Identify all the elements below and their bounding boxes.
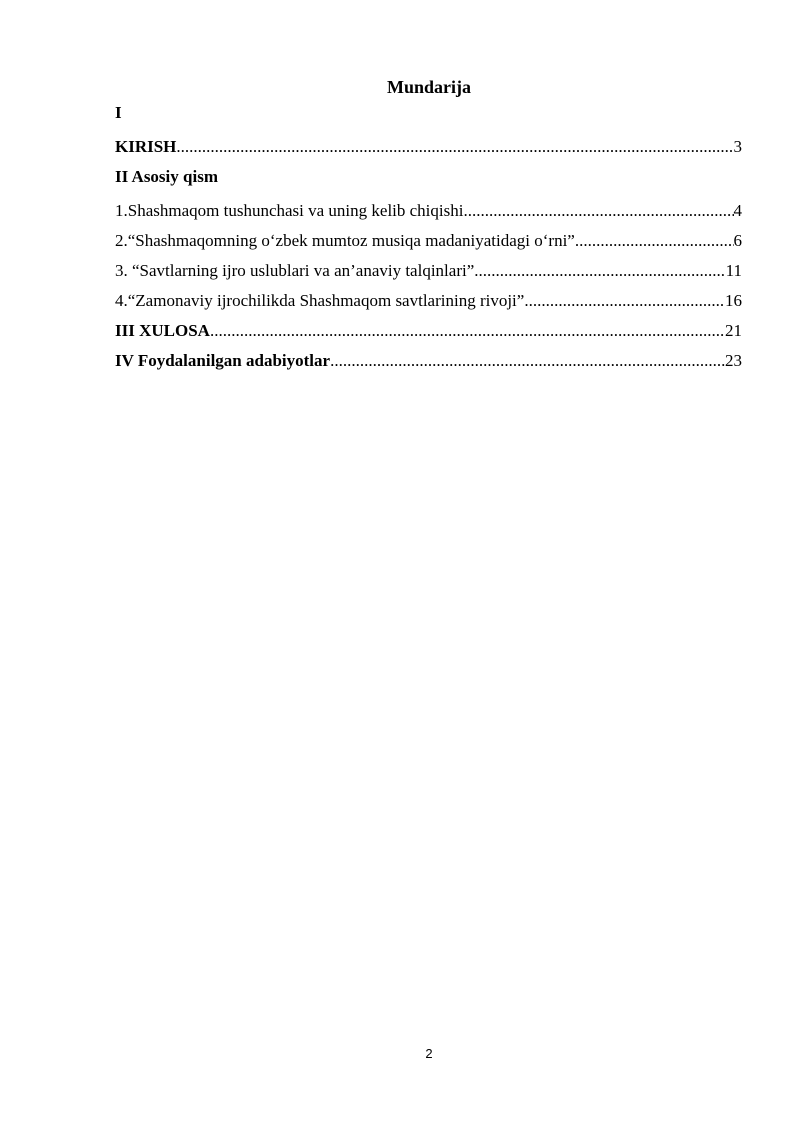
section-i-numeral: I — [115, 103, 122, 122]
toc-title: Mundarija — [386, 77, 471, 97]
toc-entry-1 — [115, 200, 742, 222]
toc-entry-text: 2.“Shashmaqomning o‘zbek mumtoz musiqa madaniyatidagi o‘rni” — [115, 231, 575, 250]
toc-entry-text: III XULOSA — [115, 321, 210, 340]
toc-leader-dots — [524, 290, 725, 312]
toc-leader-dots — [575, 230, 734, 252]
toc-leader-dots — [210, 320, 725, 342]
toc-entry-kirish — [115, 136, 742, 158]
toc-entry-page: 23 — [725, 351, 742, 370]
toc-leader-dots — [176, 136, 733, 158]
toc-leader-dots — [474, 260, 725, 282]
toc-entry-page: 16 — [725, 291, 742, 310]
toc-entry-page: 3 — [733, 137, 742, 156]
toc-entry-3 — [115, 260, 742, 282]
toc-entry-4 — [115, 290, 742, 312]
toc-entry-page: 6 — [733, 231, 742, 250]
toc-entry-text: 4.“Zamonaviy ijrochilikda Shashmaqom savtlarining rivoji” — [115, 291, 525, 310]
section-ii-heading: II Asosiy qism — [115, 167, 218, 186]
toc-entry-text: 3. “Savtlarning ijro uslublari va an’anaviy talqinlari” — [115, 261, 475, 280]
toc-entry-page: 11 — [725, 261, 742, 280]
toc-entry-page: 4 — [733, 201, 742, 220]
toc-leader-dots — [330, 350, 725, 372]
toc-leader-dots — [463, 200, 733, 222]
toc-entry-xulosa — [115, 320, 742, 342]
toc-entry-adabiyotlar — [115, 350, 742, 372]
toc-entry-page: 21 — [725, 321, 742, 340]
toc-entry-2 — [115, 230, 742, 252]
page-number: 2 — [425, 1046, 433, 1061]
toc-entry-text: IV Foydalanilgan adabiyotlar — [115, 351, 331, 370]
toc-entry-text: 1.Shashmaqom tushunchasi va uning kelib chiqishi — [115, 201, 464, 220]
toc-entry-text: KIRISH — [115, 137, 177, 156]
